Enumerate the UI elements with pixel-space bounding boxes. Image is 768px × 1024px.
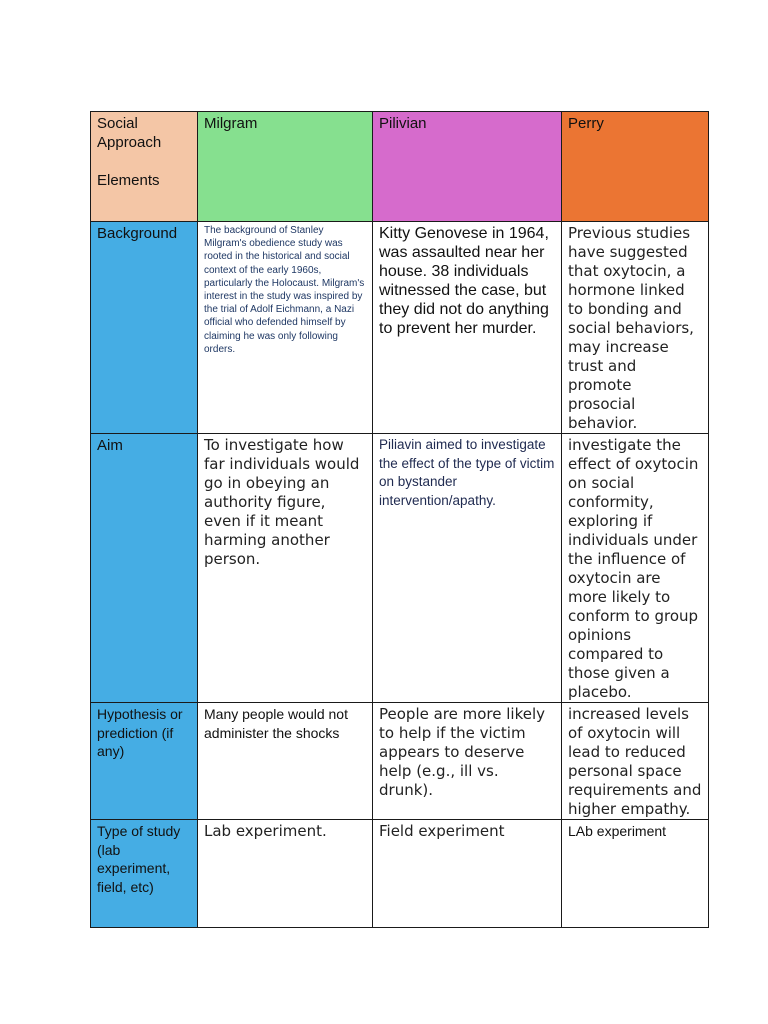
hypothesis-perry-cell [562, 703, 709, 820]
background-pilivian-cell [373, 222, 562, 434]
type-of-study-row [91, 820, 709, 928]
aim-row [91, 434, 709, 703]
background-row [91, 222, 709, 434]
background-pilivian-text: Kitty Genovese in 1964, was assaulted near her house. 38 individuals witnessed the case, but they did not do anything to prevent her murder. [379, 225, 549, 337]
hypothesis-row [91, 703, 709, 820]
type-of-study-milgram-text: Lab experiment. [204, 822, 327, 840]
aim-label: Aim [97, 437, 123, 454]
aim-label-cell [91, 434, 198, 703]
background-milgram-cell [198, 222, 373, 434]
type-of-study-label-cell [91, 820, 198, 928]
header-row [91, 112, 709, 222]
hypothesis-perry-text: increased levels of oxytocin will lead to reduced personal space requirements and higher empathy. [568, 705, 702, 818]
aim-perry-text: investigate the effect of oxytocin on social conformity, exploring if individuals under the influence of oxytocin are more likely to conform to group opinions compared to those given a placebo. [568, 436, 699, 701]
hypothesis-milgram-cell [198, 703, 373, 820]
comparison-table [90, 111, 709, 928]
aim-milgram-cell [198, 434, 373, 703]
hypothesis-label-cell [91, 703, 198, 820]
background-label: Background [97, 225, 178, 242]
hypothesis-pilivian-text: People are more likely to help if the victim appears to deserve help (e.g., ill vs. drunk). [379, 705, 546, 799]
type-of-study-pilivian-cell [373, 820, 562, 928]
background-milgram-text: The background of Stanley Milgram's obedience study was rooted in the historical and social context of the early 1960s, particularly the Holocaust. Milgram's interest in the study was inspired by the trial of Adolf Eichmann, a Nazi official who defended himself by claiming he was only following orders. [204, 225, 365, 355]
aim-pilivian-text: Piliavin aimed to investigate the effect of the type of victim on bystander intervention/apathy. [379, 437, 555, 508]
hypothesis-milgram-text: Many people would not administer the shocks [204, 706, 348, 741]
type-of-study-label: Type of study (lab experiment, field, etc) [97, 823, 181, 895]
header-perry-cell [562, 112, 709, 222]
header-corner-cell [91, 112, 198, 222]
header-milgram-cell [198, 112, 373, 222]
background-label-cell [91, 222, 198, 434]
header-perry-text: Perry [568, 115, 604, 132]
aim-perry-cell [562, 434, 709, 703]
background-perry-cell [562, 222, 709, 434]
type-of-study-pilivian-text: Field experiment [379, 822, 505, 840]
header-pilivian-text: Pilivian [379, 115, 427, 132]
header-corner-text: Social Approach Elements [97, 115, 162, 189]
background-perry-text: Previous studies have suggested that oxytocin, a hormone linked to bonding and social behaviors, may increase trust and promote prosocial behavior. [568, 224, 694, 432]
type-of-study-perry-text: LAb experiment [568, 823, 667, 839]
header-pilivian-cell [373, 112, 562, 222]
hypothesis-pilivian-cell [373, 703, 562, 820]
type-of-study-perry-cell [562, 820, 709, 928]
header-milgram-text: Milgram [204, 115, 258, 132]
type-of-study-milgram-cell [198, 820, 373, 928]
aim-pilivian-cell [373, 434, 562, 703]
hypothesis-label: Hypothesis or prediction (if any) [97, 706, 183, 759]
aim-milgram-text: To investigate how far individuals would go in obeying an authority figure, even if it meant harming another person. [204, 436, 360, 568]
